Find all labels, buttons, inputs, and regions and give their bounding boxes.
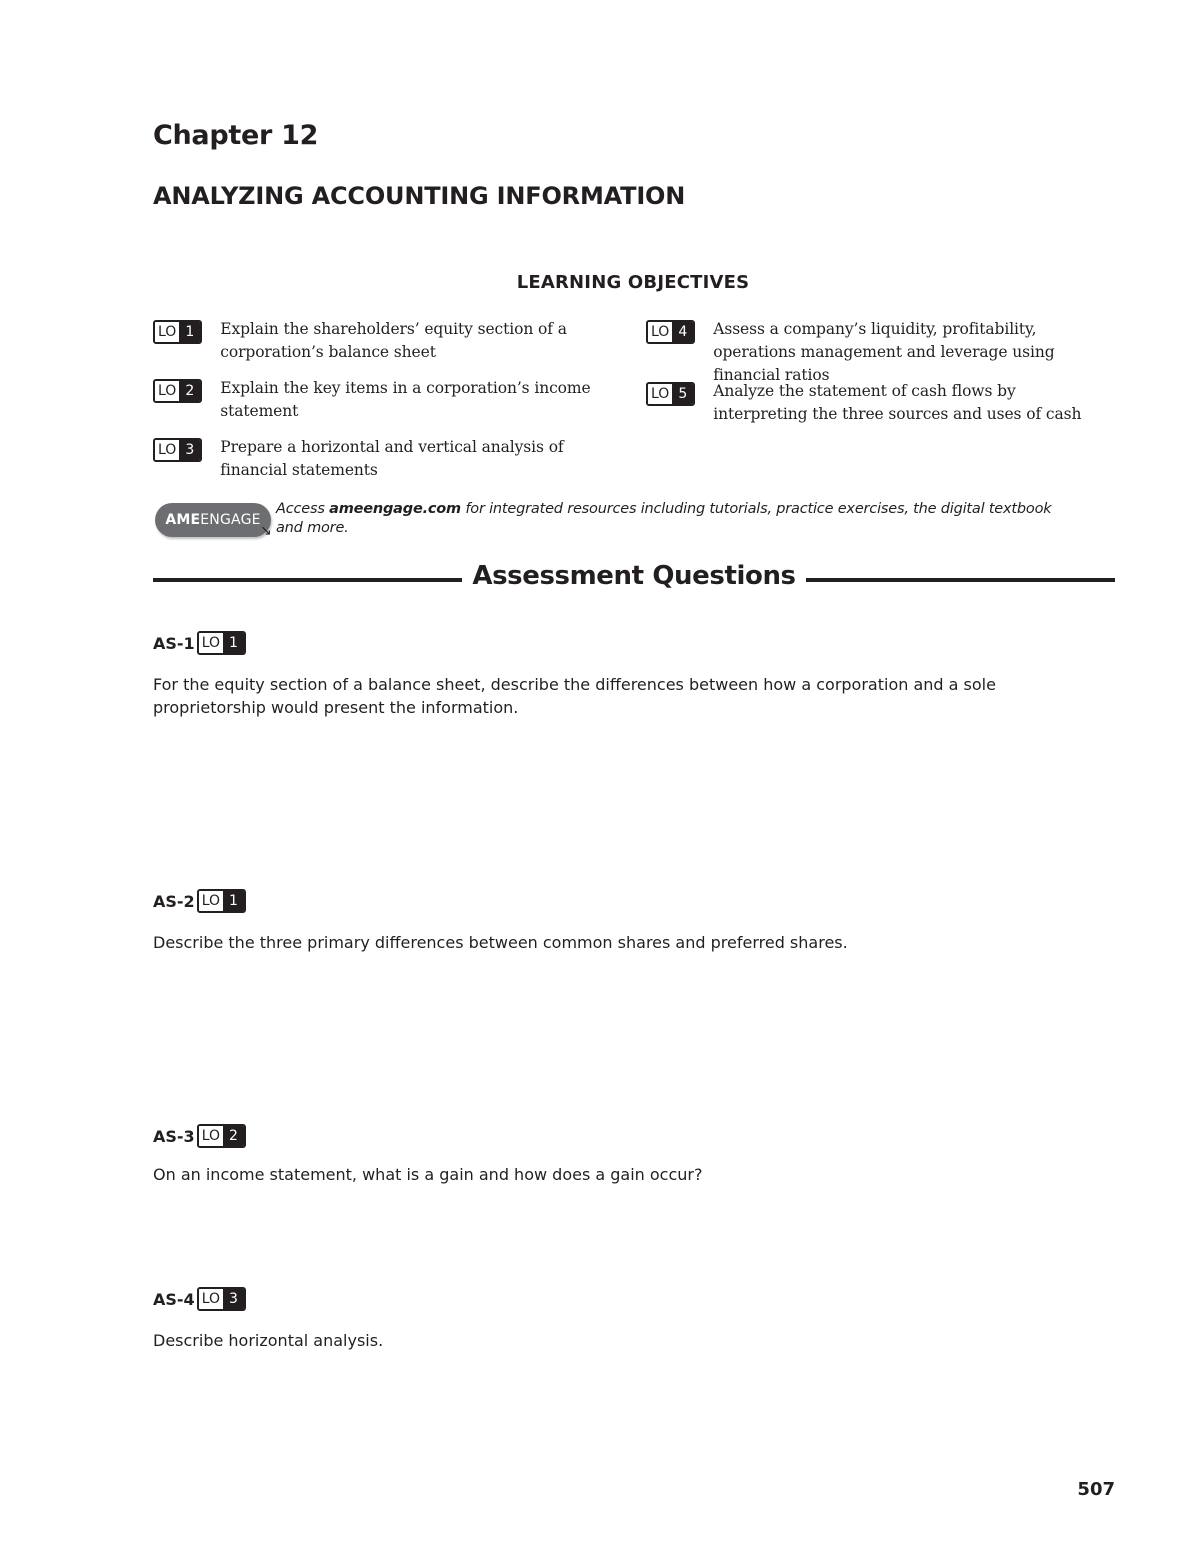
lo-badge-number: 2 bbox=[179, 381, 200, 401]
lo-badge bbox=[197, 1287, 246, 1311]
lo-badge-number: 2 bbox=[223, 1126, 244, 1146]
question-id: AS-4 bbox=[153, 1289, 195, 1309]
pointer-cursor-icon: ↘ bbox=[260, 523, 272, 539]
learning-objective-text: Assess a company’s liquidity, profitability, operations management and leverage using financial ratios bbox=[713, 320, 1055, 384]
question-header-as-3 bbox=[153, 1124, 246, 1148]
ameengage-logo[interactable] bbox=[155, 503, 271, 537]
learning-objective-text: Explain the shareholders’ equity section of a corporation’s balance sheet bbox=[220, 320, 567, 361]
question-header-as-4 bbox=[153, 1287, 246, 1311]
ameengage-link[interactable]: ameengage.com bbox=[329, 501, 461, 517]
lo-badge-prefix: LO bbox=[199, 891, 223, 911]
lo-badge bbox=[153, 438, 202, 462]
ameengage-note-prefix: Access bbox=[276, 501, 330, 517]
lo-badge-number: 1 bbox=[179, 322, 200, 342]
lo-badge-prefix: LO bbox=[648, 384, 672, 404]
lo-badge-prefix: LO bbox=[155, 381, 179, 401]
lo-badge bbox=[646, 320, 695, 344]
lo-badge-prefix: LO bbox=[199, 1126, 223, 1146]
lo-badge bbox=[197, 1124, 246, 1148]
learning-objective-3 bbox=[153, 436, 593, 482]
learning-objective-2 bbox=[153, 377, 593, 423]
question-header-as-1 bbox=[153, 631, 246, 655]
learning-objective-text: Analyze the statement of cash flows by interpreting the three sources and uses of cash bbox=[713, 382, 1082, 423]
ameengage-logo-bold: AME bbox=[165, 512, 201, 528]
lo-badge-prefix: LO bbox=[199, 633, 223, 653]
question-text-as-1: For the equity section of a balance sheet, describe the differences between how a corporation and a sole proprietorship would present the information. bbox=[153, 675, 996, 717]
lo-badge-number: 5 bbox=[672, 384, 693, 404]
ameengage-note-suffix: for integrated resources including tutorials, practice exercises, the digital textbook and more. bbox=[276, 501, 1052, 536]
lo-badge bbox=[197, 889, 246, 913]
lo-badge-prefix: LO bbox=[155, 322, 179, 342]
assessment-questions-heading: Assessment Questions bbox=[472, 561, 796, 591]
lo-badge-prefix: LO bbox=[199, 1289, 223, 1309]
lo-badge bbox=[153, 320, 202, 344]
learning-objective-text: Prepare a horizontal and vertical analysis of financial statements bbox=[220, 438, 564, 479]
learning-objectives-heading: LEARNING OBJECTIVES bbox=[516, 272, 750, 293]
learning-objective-1 bbox=[153, 318, 593, 364]
question-header-as-2 bbox=[153, 889, 246, 913]
lo-badge-prefix: LO bbox=[155, 440, 179, 460]
lo-badge-number: 1 bbox=[223, 891, 244, 911]
chapter-label: Chapter 12 bbox=[153, 120, 319, 151]
learning-objective-5 bbox=[646, 380, 1116, 426]
question-id: AS-2 bbox=[153, 891, 195, 911]
section-rule-right bbox=[806, 578, 1115, 582]
lo-badge-number: 4 bbox=[672, 322, 693, 342]
lo-badge-number: 1 bbox=[223, 633, 244, 653]
page-number: 507 bbox=[1077, 1479, 1115, 1500]
question-id: AS-1 bbox=[153, 633, 195, 653]
ameengage-note bbox=[276, 500, 1076, 538]
section-rule-left bbox=[153, 578, 462, 582]
question-text-as-2: Describe the three primary differences between common shares and preferred shares. bbox=[153, 933, 848, 952]
learning-objective-text: Explain the key items in a corporation’s income statement bbox=[220, 379, 591, 420]
lo-badge-prefix: LO bbox=[648, 322, 672, 342]
question-text-as-3: On an income statement, what is a gain and how does a gain occur? bbox=[153, 1165, 703, 1184]
lo-badge bbox=[646, 382, 695, 406]
ameengage-logo-rest: ENGAGE bbox=[200, 512, 261, 528]
lo-badge-number: 3 bbox=[223, 1289, 244, 1309]
question-id: AS-3 bbox=[153, 1126, 195, 1146]
question-text-as-4: Describe horizontal analysis. bbox=[153, 1331, 384, 1350]
lo-badge bbox=[153, 379, 202, 403]
lo-badge-number: 3 bbox=[179, 440, 200, 460]
learning-objective-4 bbox=[646, 318, 1116, 387]
chapter-title: ANALYZING ACCOUNTING INFORMATION bbox=[153, 182, 686, 210]
lo-badge bbox=[197, 631, 246, 655]
